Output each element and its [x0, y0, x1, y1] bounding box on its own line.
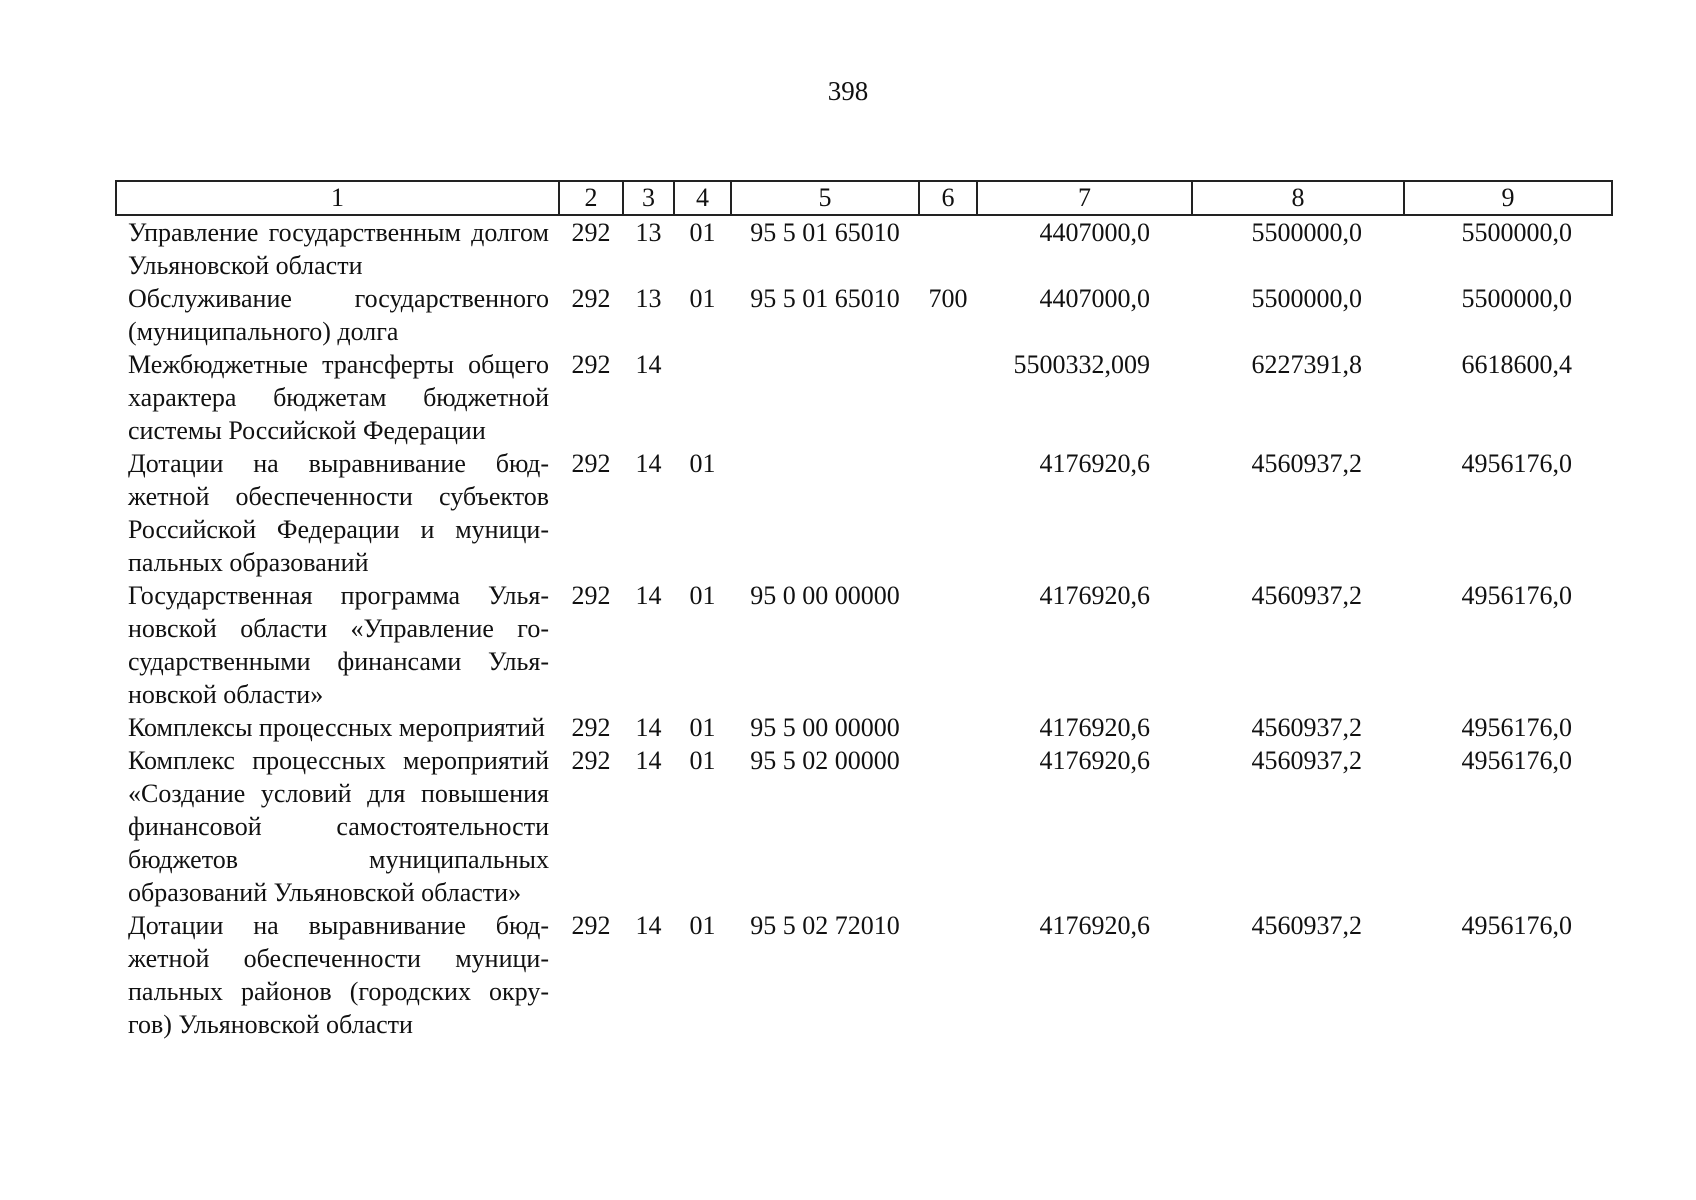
- row-col-7: 4176920,6: [1039, 581, 1150, 610]
- row-col-7: 4407000,0: [1039, 218, 1150, 247]
- row-col-8: 4560937,2: [1251, 581, 1362, 610]
- header-col-4: 4: [674, 181, 731, 215]
- row-col-2: 292: [571, 284, 611, 313]
- row-col-8: 4560937,2: [1251, 713, 1362, 742]
- row-col-6: [919, 348, 977, 447]
- row-col-2: 292: [571, 350, 611, 379]
- row-name: Управление государственным долгом Ульяновской области: [128, 218, 549, 280]
- row-col-5: 95 5 01 65010: [750, 284, 900, 313]
- row-col-7: 4407000,0: [1039, 284, 1150, 313]
- header-col-1: 1: [116, 181, 559, 215]
- row-col-8: 6227391,8: [1251, 350, 1362, 379]
- row-col-9: 4956176,0: [1461, 746, 1572, 775]
- row-col-9: 6618600,4: [1461, 350, 1572, 379]
- row-col-4: 01: [689, 713, 716, 742]
- table-row: [116, 447, 1612, 579]
- row-col-4: 01: [689, 284, 716, 313]
- row-col-8: 4560937,2: [1251, 449, 1362, 478]
- row-col-3: 14: [635, 746, 662, 775]
- row-col-2: 292: [571, 218, 611, 247]
- header-col-9: 9: [1404, 181, 1612, 215]
- row-col-6: [919, 215, 977, 282]
- row-col-6: [919, 744, 977, 909]
- row-col-2: 292: [571, 581, 611, 610]
- row-col-5: 95 5 00 00000: [750, 713, 900, 742]
- row-col-6: [919, 579, 977, 711]
- row-col-3: 14: [635, 713, 662, 742]
- row-col-6: [919, 447, 977, 579]
- row-name: Межбюджетные трансферты общего характера бюджетам бюджетной системы Российской Федерации: [128, 350, 549, 445]
- row-col-3: 14: [635, 350, 662, 379]
- table-body: [116, 215, 1612, 1041]
- row-col-2: 292: [571, 746, 611, 775]
- table-row: [116, 215, 1612, 282]
- row-col-8: 5500000,0: [1251, 284, 1362, 313]
- row-col-9: 5500000,0: [1461, 284, 1572, 313]
- row-col-7: 4176920,6: [1039, 746, 1150, 775]
- table-row: [116, 909, 1612, 1041]
- row-col-2: 292: [571, 449, 611, 478]
- row-col-5: 95 5 02 72010: [750, 911, 900, 940]
- row-name: Обслуживание государственного (муниципального) долга: [128, 284, 549, 346]
- header-col-3: 3: [623, 181, 674, 215]
- row-name: Государственная программа Ульяновской области «Управление государственными финансами Ульяновской области»: [128, 581, 549, 709]
- row-col-4: 01: [689, 218, 716, 247]
- row-col-6: [919, 711, 977, 744]
- header-col-7: 7: [977, 181, 1192, 215]
- header-col-6: 6: [919, 181, 977, 215]
- table-row: [116, 744, 1612, 909]
- row-col-2: 292: [571, 911, 611, 940]
- row-col-4: 01: [689, 449, 716, 478]
- row-col-7: 4176920,6: [1039, 449, 1150, 478]
- row-col-7: 5500332,009: [1013, 350, 1150, 379]
- page-number: 398: [827, 76, 869, 106]
- table-row: [116, 711, 1612, 744]
- row-col-4: 01: [689, 746, 716, 775]
- row-col-2: 292: [571, 713, 611, 742]
- row-name: Дотации на выравнивание бюджетной обеспеченности муниципальных районов (городских округов) Ульяновской области: [128, 911, 549, 1039]
- row-col-8: 4560937,2: [1251, 911, 1362, 940]
- row-name: Дотации на выравнивание бюджетной обеспеченности субъектов Российской Федерации и муниципальных образований: [128, 449, 549, 577]
- row-col-3: 14: [635, 581, 662, 610]
- row-col-6: [919, 909, 977, 1041]
- row-col-7: 4176920,6: [1039, 713, 1150, 742]
- row-col-9: 4956176,0: [1461, 713, 1572, 742]
- row-col-9: 4956176,0: [1461, 911, 1572, 940]
- budget-table: [115, 180, 1613, 1041]
- row-name: Комплекс процессных мероприятий «Создание условий для повышения финансовой самостоятельности бюджетов муниципальных образований Ульяновской области»: [128, 746, 549, 907]
- header-col-2: 2: [559, 181, 623, 215]
- table-row: [116, 348, 1612, 447]
- row-col-3: 13: [635, 284, 662, 313]
- row-col-3: 14: [635, 449, 662, 478]
- row-col-3: 13: [635, 218, 662, 247]
- row-col-3: 14: [635, 911, 662, 940]
- header-col-8: 8: [1192, 181, 1404, 215]
- row-col-5: [731, 447, 919, 579]
- header-col-5: 5: [731, 181, 919, 215]
- row-col-9: 4956176,0: [1461, 581, 1572, 610]
- row-col-8: 4560937,2: [1251, 746, 1362, 775]
- row-col-8: 5500000,0: [1251, 218, 1362, 247]
- table-row: [116, 579, 1612, 711]
- row-col-4: [674, 348, 731, 447]
- row-col-4: 01: [689, 911, 716, 940]
- table-header-row: [116, 181, 1612, 215]
- row-name: Комплексы процессных мероприятий: [128, 713, 545, 742]
- row-col-7: 4176920,6: [1039, 911, 1150, 940]
- row-col-5: 95 5 01 65010: [750, 218, 900, 247]
- table-row: [116, 282, 1612, 348]
- row-col-5: 95 0 00 00000: [750, 581, 900, 610]
- row-col-5: [731, 348, 919, 447]
- row-col-5: 95 5 02 00000: [750, 746, 900, 775]
- row-col-6: 700: [928, 284, 968, 313]
- row-col-9: 5500000,0: [1461, 218, 1572, 247]
- row-col-4: 01: [689, 581, 716, 610]
- row-col-9: 4956176,0: [1461, 449, 1572, 478]
